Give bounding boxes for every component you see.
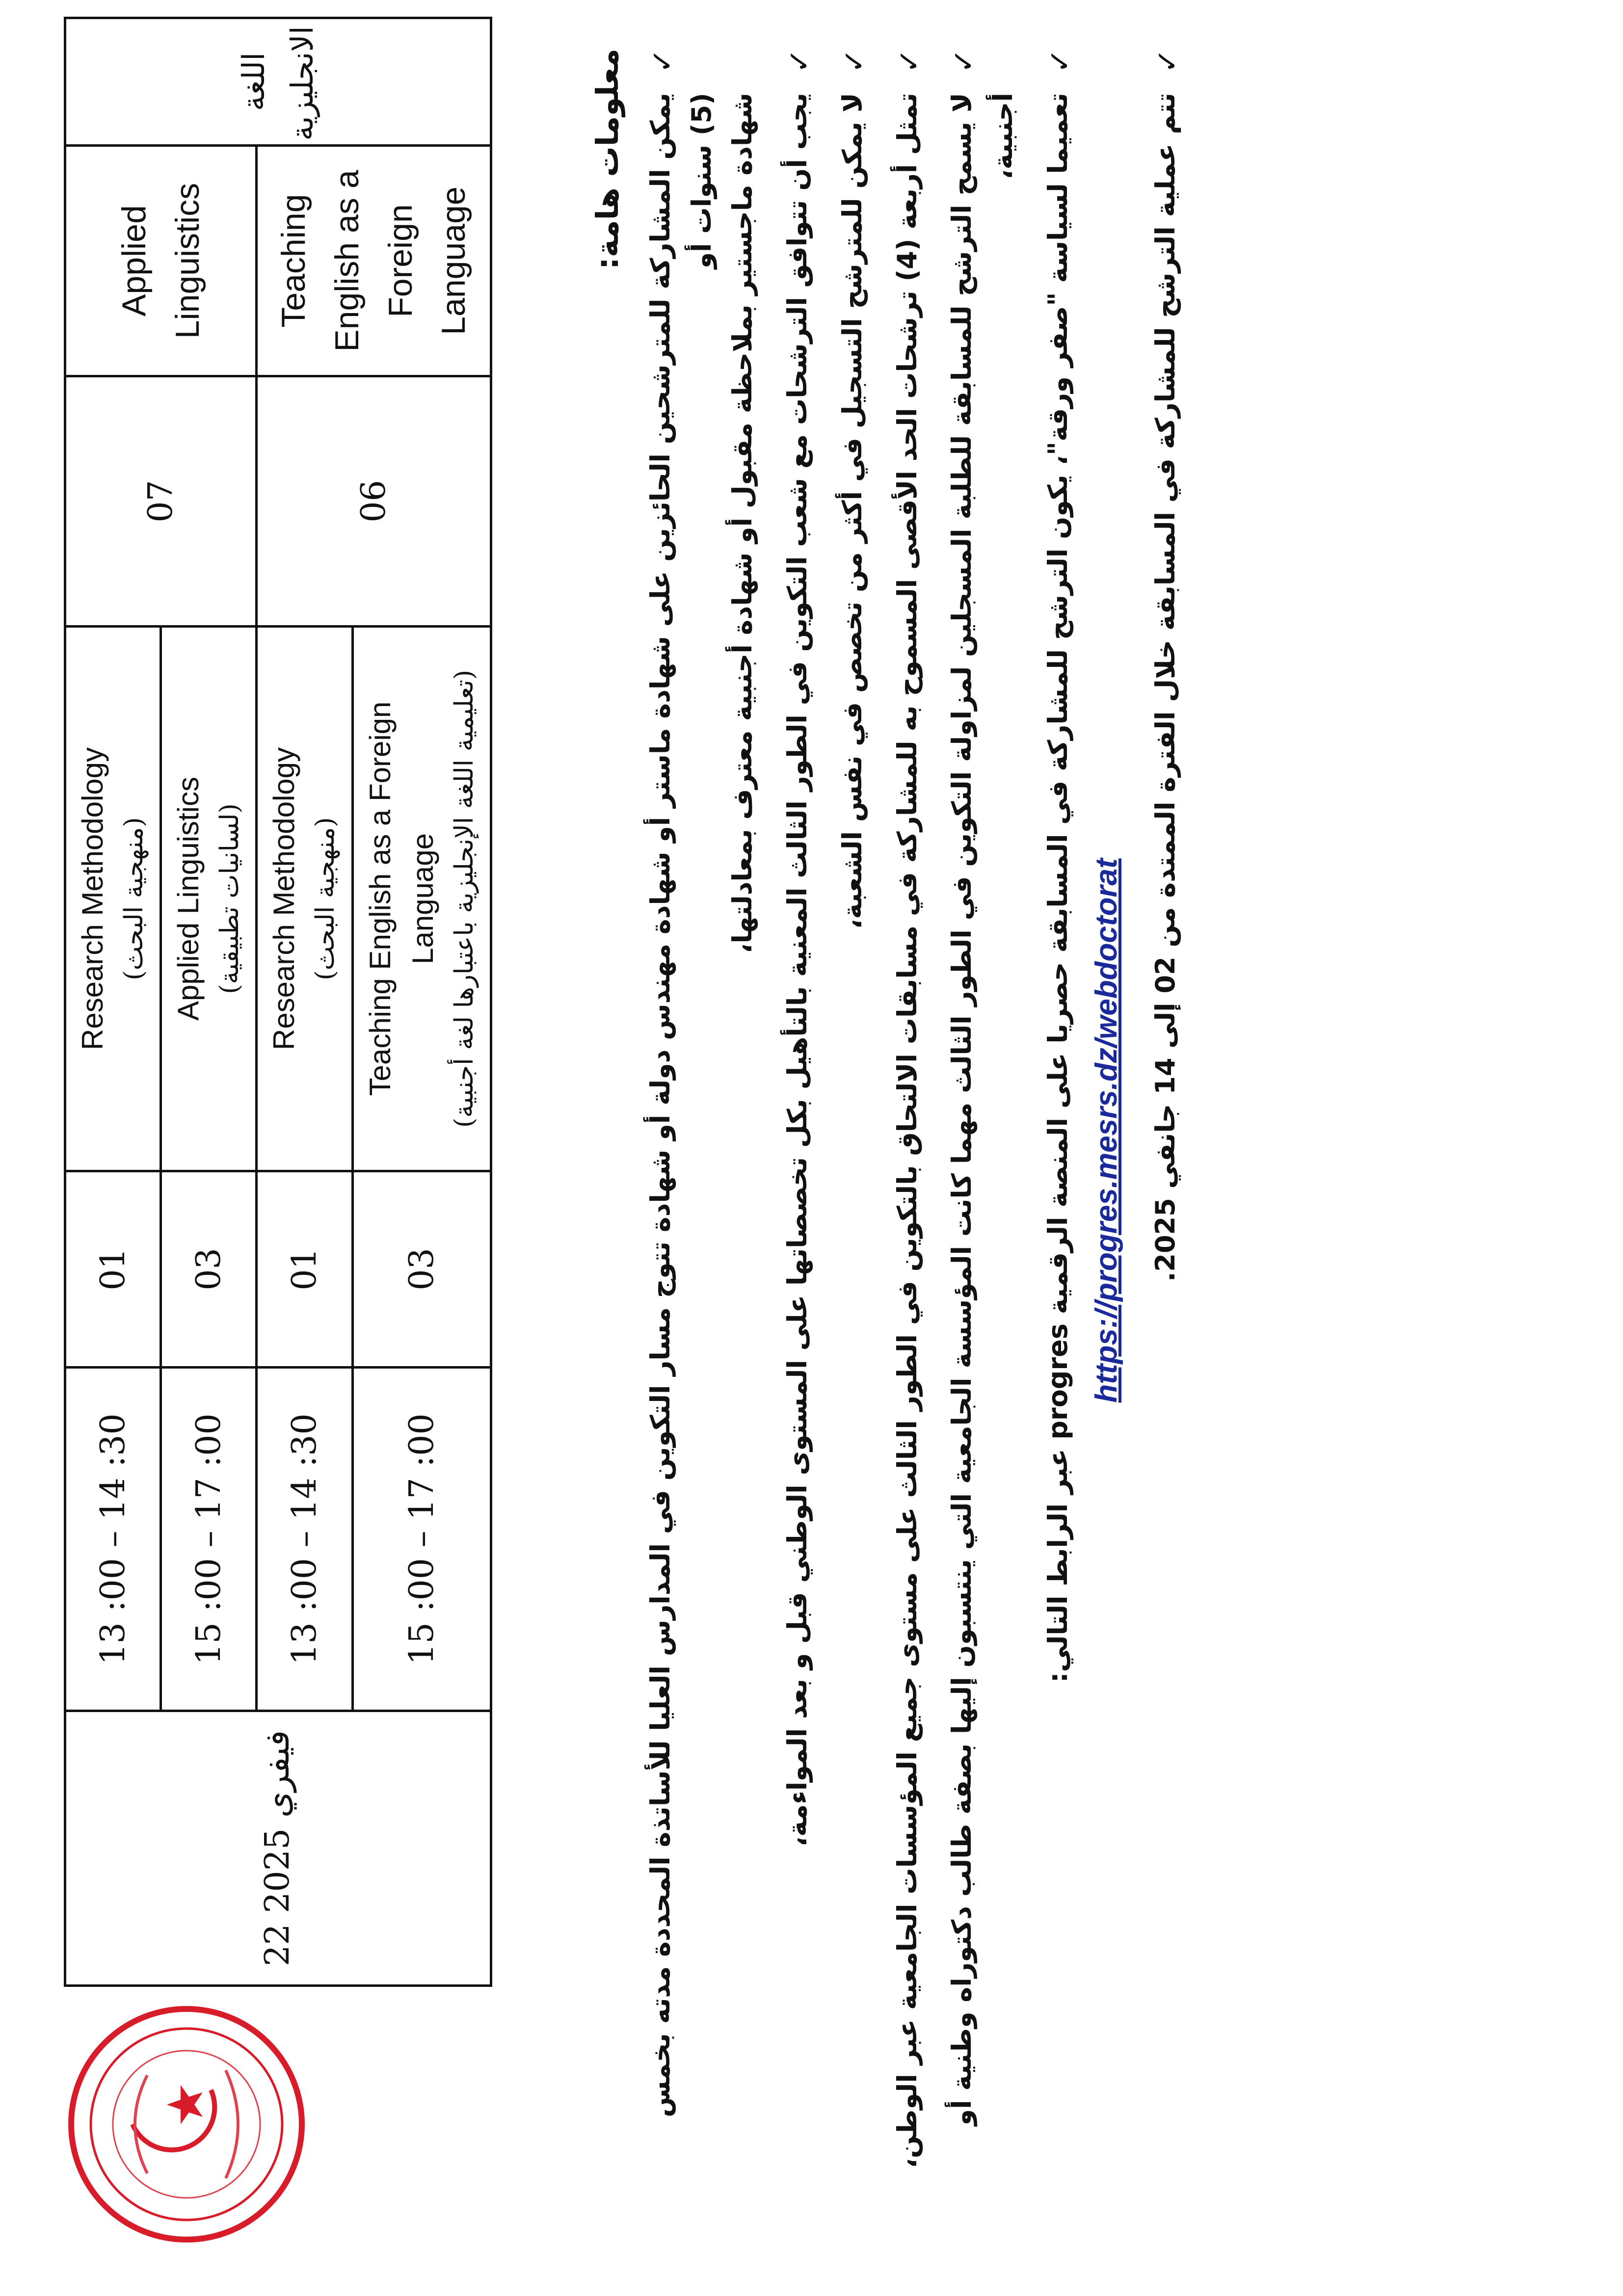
note-text: تمثل أربعة (4) ترشحات الحد الأقصى المسموح به للمشاركة في مسابقات الالتحاق بالتكوين في الطور الثالث على مستوى جميع المؤسسات الجامعية عبر الوطن،	[891, 93, 923, 2168]
exam-date-cell: 22 فيفري 2025	[65, 1711, 491, 1986]
checkmark-icon: ✓	[782, 49, 817, 74]
list-item	[640, 49, 763, 2168]
note-text: تعميما لسياسة "صفر ورقة"، يكون الترشح للمشاركة في المسابقة حصريا على المنصة الرقمية progres عبر الرابط التالي:	[1042, 93, 1073, 1683]
subject-ar: (منهجية البحث)	[119, 817, 149, 980]
note-text: لا يمكن للمترشح التسجيل في أكثر من تخصص في نفس الشعبة،	[836, 93, 868, 929]
subject-ar: (منهجية البحث)	[311, 817, 341, 980]
note-continuation: شهادة ماجستير بملاحظة مقبول أو شهادة أجنبية معترف بمعادلتها،	[727, 93, 758, 954]
checkmark-icon: ✓	[892, 49, 927, 74]
exam-time-cell: 13 :00 – 14 :30	[65, 1368, 161, 1711]
official-seal-icon	[64, 1997, 309, 2252]
checkmark-icon: ✓	[837, 49, 872, 74]
list-item	[1038, 49, 1131, 2168]
note-text: لا يسمح الترشح للمسابقة للطلبة المسجلين لمزاولة التكوين في الطور الثالث مهما كانت المؤسسة الجامعية التي ينتسبون إليها بصفة طالب دكتوراه وطنية أو أجنبية،	[946, 93, 1018, 2126]
list-item	[777, 49, 818, 2168]
coefficient-cell: 01	[257, 1171, 352, 1368]
list-item	[941, 49, 1023, 2168]
exam-subject-cell	[352, 627, 491, 1171]
note-text: يمكن المشاركة للمترشحين الحائزين على شهادة ماستر أو شهادة مهندس دولة أو شهادة تتوج مسار التكوين في المدارس العليا للأساتذة المحددة مدته بخمس (5) سنوات أو	[645, 93, 717, 2117]
notes-list	[640, 49, 1186, 2168]
list-item	[832, 49, 873, 2168]
exam-time-cell: 15 :00 – 17 :00	[352, 1368, 491, 1711]
coefficient-cell: 03	[161, 1171, 257, 1368]
notes-title: معلومات هامة:	[589, 49, 625, 270]
subject-ar: (لسانيات تطبيقية)	[215, 803, 245, 994]
checkmark-icon: ✓	[1042, 49, 1077, 74]
seats-cell: 06	[257, 376, 491, 627]
subject-en: Research Methodology	[267, 747, 301, 1051]
specialty-cell: Applied Linguistics	[65, 146, 257, 376]
coefficient-cell: 01	[65, 1171, 161, 1368]
checkmark-icon: ✓	[1150, 49, 1185, 74]
note-text: تتم عملية الترشح للمشاركة في المسابقة خلال الفترة الممتدة من 02 إلى 14 جانفي 2025.	[1150, 93, 1181, 1282]
coefficient-cell: 03	[352, 1171, 491, 1368]
table-row	[257, 18, 352, 1986]
checkmark-icon: ✓	[645, 49, 680, 74]
table-row	[65, 18, 161, 1986]
exam-subject-cell	[161, 627, 257, 1171]
sector-cell: اللغة الانجليزية	[65, 18, 491, 146]
list-item	[887, 49, 928, 2168]
exam-time-cell: 15 :00 – 17 :00	[161, 1368, 257, 1711]
seats-cell: 07	[65, 376, 257, 627]
subject-en: Research Methodology	[76, 747, 109, 1051]
specialty-cell: Teaching English as a Foreign Language	[257, 146, 491, 376]
exam-schedule-table	[64, 17, 492, 1987]
exam-time-cell: 13 :00 – 14 :30	[257, 1368, 352, 1711]
subject-en: Teaching English as a Foreign Language	[363, 701, 439, 1096]
exam-subject-cell	[65, 627, 161, 1171]
checkmark-icon: ✓	[947, 49, 982, 74]
subject-ar: (تعليمية اللغة الإنجليزية باعتبارها لغة أجنبية)	[449, 669, 479, 1128]
subject-en: Applied Linguistics	[172, 777, 205, 1021]
progres-link[interactable]: https://progres.mesrs.dz/webdoctorat	[1090, 858, 1124, 1403]
list-item	[1145, 49, 1186, 2168]
note-text: يجب أن تتوافق الترشحات مع شعب التكوين في الطور الثالث المعنية بالتأهيل بكل تخصصاتها على المستوى الوطني قبل و بعد المواءمة،	[782, 93, 813, 1847]
link-line	[1083, 93, 1130, 2168]
exam-subject-cell	[257, 627, 352, 1171]
important-notes	[584, 49, 1200, 2168]
